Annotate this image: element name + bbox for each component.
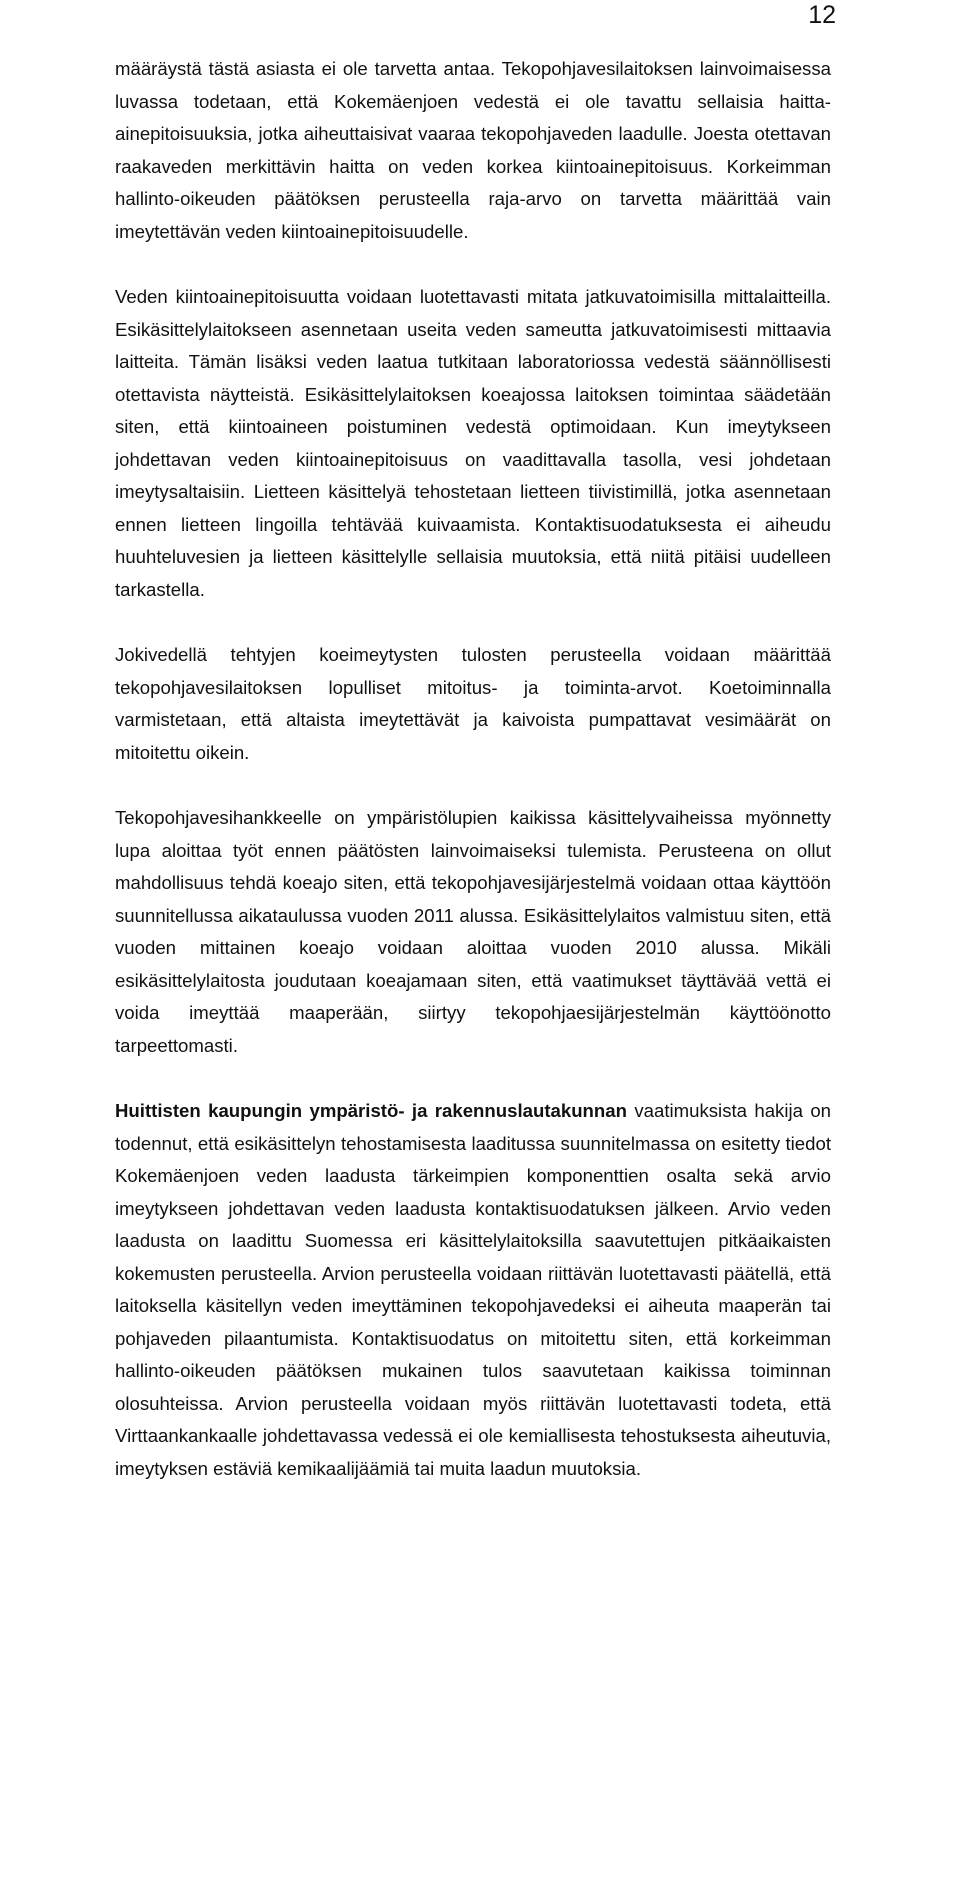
paragraph-4 xyxy=(115,802,831,1062)
page-number: 12 xyxy=(808,1,836,29)
paragraph-5-text: vaatimuksista hakija on todennut, että esikäsittelyn tehostamisesta laaditussa suunnitelmassa on esitetty tiedot Kokemäenjoen veden laadusta tärkeimpien komponenttien osalta sekä arvio imeytykseen johdettavan veden laadusta kontaktisuodatuksen jälkeen. Arvio veden laadusta on laadittu Suomessa eri käsittelylaitoksilla saavutettujen pitkäaikaisten kokemusten perusteella. Arvion perusteella voidaan riittävän luotettavasti päätellä, että laitoksella käsitellyn veden imeyttäminen tekopohjavedeksi ei aiheuta maaperän tai pohjaveden pilaantumista. Kontaktisuodatus on mitoitettu siten, että korkeimman hallinto-oikeuden päätöksen mukainen tulos saavutetaan kaikissa toiminnan olosuhteissa. Arvion perusteella voidaan myös riittävän luotettavasti todeta, että Virttaankankaalle johdettavassa vedessä ei ole kemiallisesta tehostuksesta aiheutuvia, imeytyksen estäviä kemikaalijäämiä tai muita laadun muutoksia. xyxy=(115,1100,832,1479)
paragraph-1 xyxy=(115,53,831,248)
paragraph-4-text: Tekopohjavesihankkeelle on ympäristölupien kaikissa käsittelyvaiheissa myönnetty lupa aloittaa työt ennen päätösten lainvoimaiseksi tulemista. Perusteena on ollut mahdollisuus tehdä koeajo siten, että tekopohjavesijärjestelmä voidaan ottaa käyttöön suunnitellussa aikataulussa vuoden 2011 alussa. Esikäsittelylaitos valmistuu siten, että vuoden mittainen koeajo voidaan aloittaa vuoden 2010 alussa. Mikäli esikäsittelylaitosta joudutaan koeajamaan siten, että vaatimukset täyttävää vettä ei voida imeyttää maaperään, siirtyy tekopohjaesijärjestelmän käyttöönotto tarpeettomasti. xyxy=(115,807,831,1056)
paragraph-1-text: määräystä tästä asiasta ei ole tarvetta antaa. Tekopohjavesilaitoksen lainvoimaisessa luvassa todetaan, että Kokemäenjoen vedestä ei ole tavattu sellaisia haitta-ainepitoisuuksia, jotka aiheuttaisivat vaaraa tekopohjaveden laadulle. Joesta otettavan raakaveden merkittävin haitta on veden korkea kiintoainepitoisuus. Korkeimman hallinto-oikeuden päätöksen perusteella raja-arvo on tarvetta määrittää vain imeytettävän veden kiintoainepitoisuudelle. xyxy=(115,58,831,242)
paragraph-2 xyxy=(115,281,831,606)
paragraph-2-text: Veden kiintoainepitoisuutta voidaan luotettavasti mitata jatkuvatoimisilla mittalaitteilla. Esikäsittelylaitokseen asennetaan useita veden sameutta jatkuvatoimisesti mittaavia laitteita. Tämän lisäksi veden laatua tutkitaan laboratoriossa vedestä säännöllisesti otettavista näytteistä. Esikäsittelylaitoksen koeajossa laitoksen toimintaa säädetään siten, että kiintoaineen poistuminen vedestä optimoidaan. Kun imeytykseen johdettavan veden kiintoainepitoisuus on vaadittavalla tasolla, vesi johdetaan imeytysaltaisiin. Lietteen käsittelyä tehostetaan lietteen tiivistimillä, jotka asennetaan ennen lietteen lingoilla tehtävää kuivaamista. Kontaktisuodatuksesta ei aiheudu huuhteluvesien ja lietteen käsittelylle sellaisia muutoksia, että niitä pitäisi uudelleen tarkastella. xyxy=(115,286,831,600)
paragraph-3 xyxy=(115,639,831,769)
paragraph-5-lead: Huittisten kaupungin ympäristö- ja rakennuslautakunnan xyxy=(115,1100,627,1121)
paragraph-5 xyxy=(115,1095,831,1485)
document-body xyxy=(115,53,831,1485)
paragraph-3-text: Jokivedellä tehtyjen koeimeytysten tulosten perusteella voidaan määrittää tekopohjavesilaitoksen lopulliset mitoitus- ja toiminta-arvot. Koetoiminnalla varmistetaan, että altaista imeytettävät ja kaivoista pumpattavat vesimäärät on mitoitettu oikein. xyxy=(115,644,831,763)
